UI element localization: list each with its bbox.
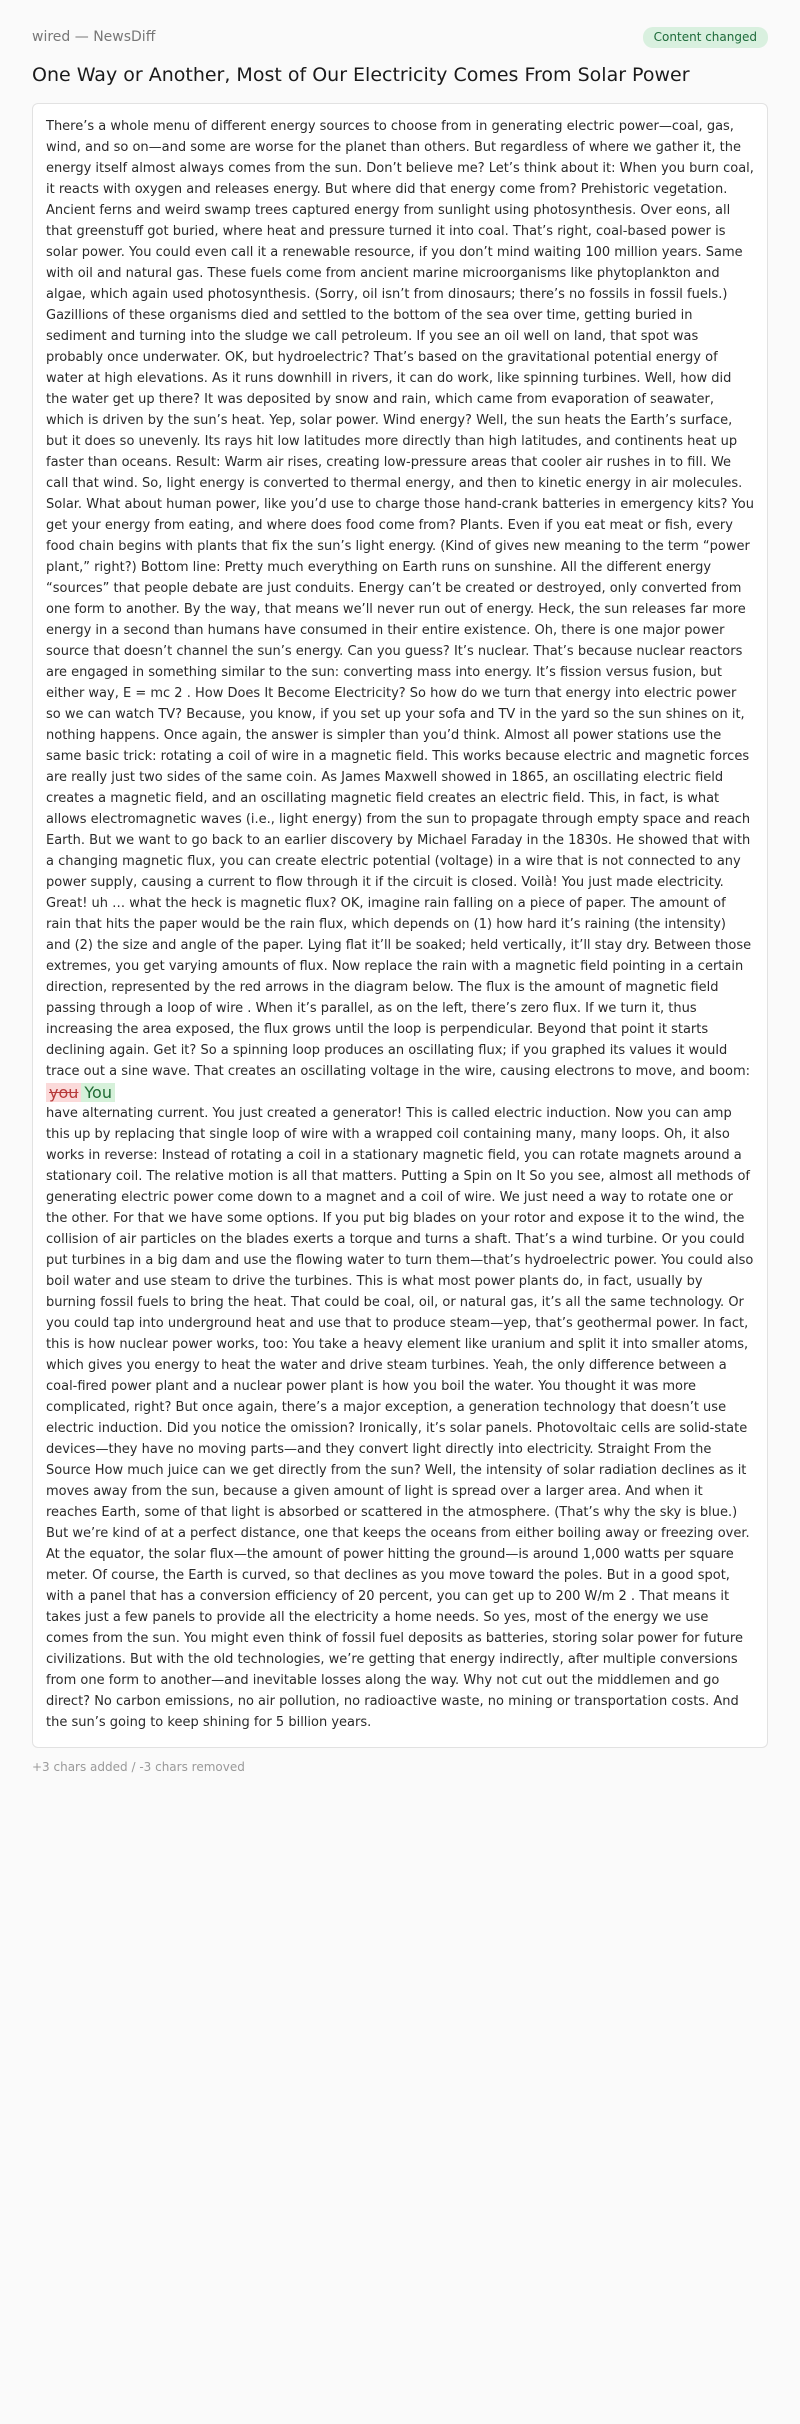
diff-change bbox=[46, 1082, 754, 1103]
article-text-after: have alternating current. You just created a generator! This is called electric induction. Now you can amp this up by replacing that single loop of wire with a wrapped coil containing many, many loops. Oh, it also works in reverse: Instead of rotating a coil in a stationary magnetic field, you can rotate magnets around a stationary coil. The relative motion is all that matters. Putting a Spin on It So you see, almost all methods of generating electric power come down to a magnet and a coil of wire. We just need a way to rotate one or the other. For that we have some options. If you put big blades on your rotor and expose it to the wind, the collision of air particles on the blades exerts a torque and turns a shaft. That’s a wind turbine. Or you could put turbines in a big dam and use the flowing water to turn them—that’s hydroelectric power. You could also boil water and use steam to drive the turbines. This is what most power plants do, in fact, usually by burning fossil fuels to bring the heat. That could be coal, oil, or natural gas, it’s all the same technology. Or you could tap into underground heat and use that to produce steam—yep, that’s geothermal power. In fact, this is how nuclear power works, too: You take a heavy element like uranium and split it into smaller atoms, which gives you energy to heat the water and drive steam turbines. Yeah, the only difference between a coal-fired power plant and a nuclear power plant is how you boil the water. You thought it was more complicated, right? But once again, there’s a major exception, a generation technology that doesn’t use electric induction. Did you notice the omission? Ironically, it’s solar panels. Photovoltaic cells are solid-state devices—they have no moving parts—and they convert light directly into electricity. Straight From the Source How much juice can we get directly from the sun? Well, the intensity of solar radiation declines as it moves away from the sun, because a given amount of light is spread over a larger area. And when it reaches Earth, some of that light is absorbed or scattered in the atmosphere. (That’s why the sky is blue.) But we’re kind of at a perfect distance, one that keeps the oceans from either boiling away or freezing over. At the equator, the solar flux—the amount of power hitting the ground—is around 1,000 watts per square meter. Of course, the Earth is curved, so that declines as you move toward the poles. But in a good spot, with a panel that has a conversion efficiency of 20 percent, you can get up to 200 W/m 2 . That means it takes just a few panels to provide all the electricity a home needs. So yes, most of the energy we use comes from the sun. You might even think of fossil fuel deposits as batteries, storing solar power for future civilizations. But with the old technologies, we’re getting that energy indirectly, after multiple conversions from one form to another—and inevitable losses along the way. Why not cut out the middlemen and go direct? No carbon emissions, no air pollution, no radioactive waste, no mining or transportation costs. And the sun’s going to keep shining for 5 billion years. bbox=[46, 1106, 754, 1730]
article-title: One Way or Another, Most of Our Electricity Comes From Solar Power bbox=[32, 64, 690, 86]
article-text-before: There’s a whole menu of different energy sources to choose from in generating electric power—coal, gas, wind, and so on—and some are worse for the planet than others. But regardless of where we gather it, the energy itself almost always comes from the sun. Don’t believe me? Let’s think about it: When you burn coal, it reacts with oxygen and releases energy. But where did that energy come from? Prehistoric vegetation. Ancient ferns and weird swamp trees captured energy from sunlight using photosynthesis. Over eons, all that greenstuff got buried, where heat and pressure turned it into coal. That’s right, coal-based power is solar power. You could even call it a renewable resource, if you don’t mind waiting 100 million years. Same with oil and natural gas. These fuels come from ancient marine microorganisms like phytoplankton and algae, which again used photosynthesis. (Sorry, oil isn’t from dinosaurs; there’s no fossils in fossil fuels.) Gazillions of these organisms died and settled to the bottom of the sea over time, getting buried in sediment and turning into the sludge we call petroleum. If you see an oil well on land, that spot was probably once underwater. OK, but hydroelectric? That’s based on the gravitational potential energy of water at high elevations. As it runs downhill in rivers, it can do work, like spinning turbines. Well, how did the water get up there? It was deposited by snow and rain, which came from evaporation of seawater, which is driven by the sun’s heat. Yep, solar power. Wind energy? Well, the sun heats the Earth’s surface, but it does so unevenly. Its rays hit low latitudes more directly than high latitudes, and continents heat up faster than oceans. Result: Warm air rises, creating low-pressure areas that cooler air rushes in to fill. We call that wind. So, light energy is converted to thermal energy, and then to kinetic energy in air molecules. Solar. What about human power, like you’d use to charge those hand-crank batteries in emergency kits? You get your energy from eating, and where does food come from? Plants. Even if you eat meat or fish, every food chain begins with plants that fix the sun’s light energy. (Kind of gives new meaning to the term “power plant,” right?) Bottom line: Pretty much everything on Earth runs on sunshine. All the different energy “sources” that people debate are just conduits. Energy can’t be created or destroyed, only converted from one form to another. By the way, that means we’ll never run out of energy. Heck, the sun releases far more energy in a second than humans have consumed in their entire existence. Oh, there is one major power source that doesn’t channel the sun’s energy. Can you guess? It’s nuclear. That’s because nuclear reactors are engaged in something similar to the sun: converting mass into energy. It’s fission versus fusion, but either way, E = mc 2 . How Does It Become Electricity? So how do we turn that energy into electric power so we can watch TV? Because, you know, if you set up your sofa and TV in the yard so the sun shines on it, nothing happens. Once again, the answer is simpler than you’d think. Almost all power stations use the same basic trick: rotating a coil of wire in a magnetic field. This works because electric and magnetic forces are really just two sides of the same coin. As James Maxwell showed in 1865, an oscillating electric field creates a magnetic field, and an oscillating magnetic field creates an electric field. This, in fact, is what allows electromagnetic waves (i.e., light energy) from the sun to propagate through empty space and reach Earth. But we want to go back to an earlier discovery by Michael Faraday in the 1830s. He showed that with a changing magnetic flux, you can create electric potential (voltage) in a wire that is not connected to any power supply, causing a current to flow through it if the circuit is closed. Voilà! You just made electricity. Great! uh … what the heck is magnetic flux? OK, imagine rain falling on a piece of paper. The amount of rain that hits the paper would be the rain flux, which depends on (1) how hard it’s raining (the intensity) and (2) the size and angle of the paper. Lying flat it’ll be soaked; held vertically, it’ll stay dry. Between those extremes, you get varying amounts of flux. Now replace the rain with a magnetic field pointing in a certain direction, represented by the red arrows in the diagram below. The flux is the amount of magnetic field passing through a loop of wire . When it’s parallel, as on the left, there’s zero flux. If we turn it, thus increasing the area exposed, the flux grows until the loop is perpendicular. Beyond that point it starts declining again. Get it? So a spinning loop produces an oscillating flux; if you graphed its values it would trace out a sine wave. That creates an oscillating voltage in the wire, causing electrons to move, and boom: bbox=[46, 119, 754, 1079]
header bbox=[32, 26, 768, 48]
diff-added: You bbox=[81, 1083, 115, 1102]
diff-removed: you bbox=[46, 1083, 81, 1102]
source-label: wired — NewsDiff bbox=[32, 29, 156, 45]
status-badge: Content changed bbox=[643, 27, 768, 48]
diff-stats: +3 chars added / -3 chars removed bbox=[32, 1760, 245, 1774]
article-card bbox=[32, 103, 768, 1748]
